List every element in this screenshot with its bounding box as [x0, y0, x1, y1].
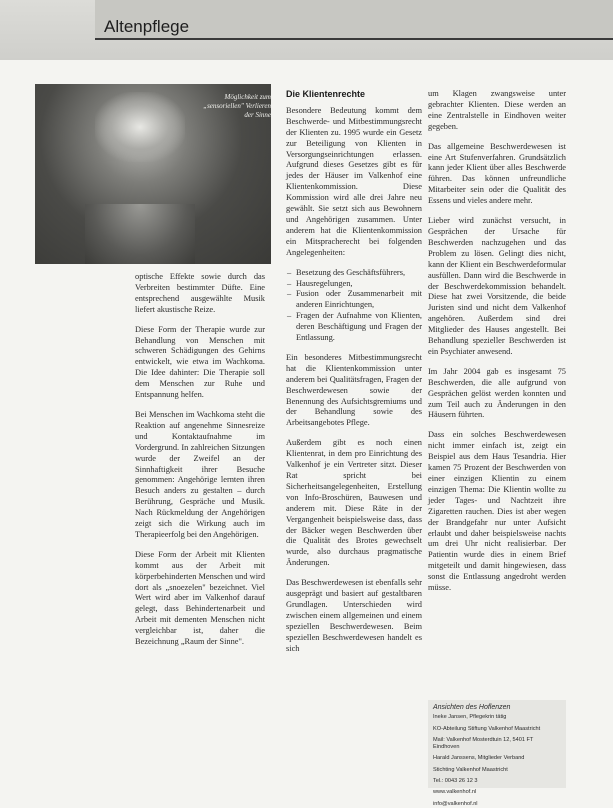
- info-line: Mail: Valkenhof Mosterdtuin 12, 5401 FT Eindhoven: [433, 736, 534, 751]
- col2-paragraph-3: Außerdem gibt es noch einen Klientenrat, in dem pro Einrichtung des Valkenhof je ein Vertreter sitzt. Dieser Rat spricht bei Sicherheitsangelegenheiten, Erstellung von Info-Broschüren, Bauwesen und anderem mit. Diese Räte in der Vergangenheit beispielsweise dass, dass der Bäcker wegen Beschwerden über die Qualität des Brotes gewechselt wurde, also durchaus pragmatische Änderungen.: [286, 438, 422, 568]
- list-item: – Fusion oder Zusammenarbeit mit anderen Einrichtungen,: [296, 289, 422, 311]
- col2-paragraph-4: Das Beschwerdewesen ist ebenfalls sehr ausgeprägt und basiert auf gestaltbaren Grundlagen. Unterschieden wird zwischen einem allgemeinen und einem speziellen Beschwerdewesen. Beim speziellen Beschwerdewesen handelt es sich: [286, 578, 422, 653]
- info-line: KO-Abteilung Stiftung Valkenhof Maastricht: [433, 725, 541, 732]
- col3-paragraph-3: Lieber wird zunächst versucht, in Gesprächen der Ursache für Beschwerden nachzugehen und das Problem zu lösen. Gelingt dies nicht, kann der Klient ein Beschwerdeformular ausfüllen. Dann wird die Beschwerde in der Beschwerdekommission behandelt. Diese hat zwei Vorsitzende, die beide Juristen sind und nicht dem Valkenhof angehören. Außerdem sind drei Mitglieder des Hauses angestellt. Bei Behandlung spezieller Beschwerden ist ein Psychiater anwesend.: [428, 216, 566, 356]
- section-heading-klientenrechte: Die Klientenrechte: [286, 89, 366, 99]
- info-line: Stichting Valkenhof Maastricht: [433, 766, 508, 773]
- header-rule: [95, 38, 613, 40]
- info-line: Tel.: 0043 26 12 3: [433, 778, 478, 785]
- col3-paragraph-1: um Klagen zwangsweise unter gebrachter Klienten. Diese werden an eine Zentralstelle in Eindhoven weiter gegeben.: [428, 89, 566, 131]
- info-line: www.valkenhof.nl: [433, 789, 477, 796]
- info-line: Ineke Jansen, Pflegekrin tätig: [433, 714, 507, 721]
- list-item: – Fragen der Aufnahme von Klienten, deren Beschäftigung und Fragen der Entlassung.: [296, 311, 422, 344]
- col3-paragraph-2: Das allgemeine Beschwerdewesen ist eine Art Stufenverfahren. Grundsätzlich kann jeder Klient über alles Beschwerde führen. Das können unfreundliche Mitarbeiter sein oder die Qualität des Essens und vieles andere mehr.: [428, 141, 566, 206]
- list-item: – Hausregelungen,: [296, 279, 422, 290]
- section-title: Altenpflege: [104, 17, 190, 36]
- photo-caption: Möglichkeit zum „sensoriellen" Verlieren der Sinne: [203, 93, 271, 119]
- lamp-base: [85, 204, 195, 264]
- col1-paragraph-2: Diese Form der Therapie wurde zur Behandlung von Menschen mit schweren Schädigungen des Gehirns entwickelt, wie etwa im Wachkoma. Die Idee dahinter: Die Therapie soll dem Menschen zur Ruhe und Entspannung helfen.: [135, 324, 265, 400]
- info-box: [428, 700, 566, 807]
- info-line: info@valkenhof.nl: [433, 800, 478, 807]
- col3-paragraph-4: Im Jahr 2004 gab es insgesamt 75 Beschwerden, die alle aufgrund von Gesprächen gelöst werden konnten und zum Teil auch zu Änderungen in den Häusern führten.: [428, 366, 566, 420]
- col1-paragraph-4: Diese Form der Arbeit mit Klienten kommt aus der Arbeit mit körperbehinderten Menschen und wird dort als „snoezelen" bezeichnet. Viel Wert wird aber im Valkenhof darauf gelegt, dass Behindertenarbeit und Arbeit mit dementen Menschen nicht vergleichbar ist, daher die Bezeichnung „Raum der Sinne".: [135, 549, 266, 647]
- lamp-glow: [95, 92, 185, 162]
- col1-paragraph-3: Bei Menschen im Wachkoma steht die Reaktion auf angenehme Sinnesreize und Kontaktaufnahme im Vordergrund. In zahlreichen Sitzungen wurde der Zweifel an der Sinnhaftigkeit ihrer Besuche genommen: Angehörige lernten ihren Besuch anders zu gestalten – durch Berührung, Gespräche und Musik. Nach Rückmeldung der Angehörigen zeigt sich die Wirkung auch im Therapieerfolg bei den Angehörigen.: [135, 409, 265, 539]
- column-3: [428, 89, 566, 603]
- rights-list: [286, 268, 422, 344]
- list-item: – Besetzung des Geschäftsführers,: [296, 268, 422, 279]
- column-2: [286, 89, 422, 664]
- col2-paragraph-2: Ein besonderes Mitbestimmungsrecht hat die Klientenkommission unter anderem bei Qualitätsfragen, Fragen der Beschwerdewesen sowie der Benennung des Aufsichtsgremiums und der Behandlung sowie des Arbeitsangebotes Pflege.: [286, 352, 422, 428]
- info-box-title: Ansichten des Hoflenzen: [433, 704, 511, 711]
- col3-paragraph-5: Dass ein solches Beschwerdewesen nicht immer einfach ist, zeigt ein Beispiel aus dem Haus Tesandria. Hier kamen 75 Prozent der Beschwerden von einer einzigen Klientin zu einem einzigen Thema: Die Klientin wollte zu jeder Tages- und Nachtzeit ihre Zigaretten rauchen. Dies ist aber wegen der Brandgefahr nur unter Aufsicht erlaubt und daher beispielsweise nachts um drei Uhr nicht realisierbar. Der Patientin wurde dies in einem Brief mitgeteilt und damit hingewiesen, dass sonst die Entlassung angedroht werden müsse.: [428, 430, 566, 593]
- col2-paragraph-1: Besondere Bedeutung kommt dem Beschwerde- und Mitbestimmungsrecht der Klienten zu. 1995 wurde ein Gesetz zur Beteiligung von Klienten in Versorgungseinrichtungen erlassen. Aufgrund dieses Gesetzes gibt es für jedes der Häuser im Valkenhof eine Klientenkommission. Diese Kommission wird alle drei Jahre neu gewählt. Sie setzt sich aus Bewohnern und Angehörigen zusammen. Unter anderem hat die Klientenkommission ein Mitspracherecht bei folgenden Angelegenheiten:: [286, 105, 422, 257]
- column-1: [135, 272, 265, 657]
- info-line: Harald Janssens, Mitglieder Verband: [433, 755, 525, 762]
- col1-paragraph-1: optische Effekte sowie durch das Verbreiten bestimmter Düfte. Eine entsprechend ausgewählte Musik liefert akustische Reize.: [135, 272, 265, 314]
